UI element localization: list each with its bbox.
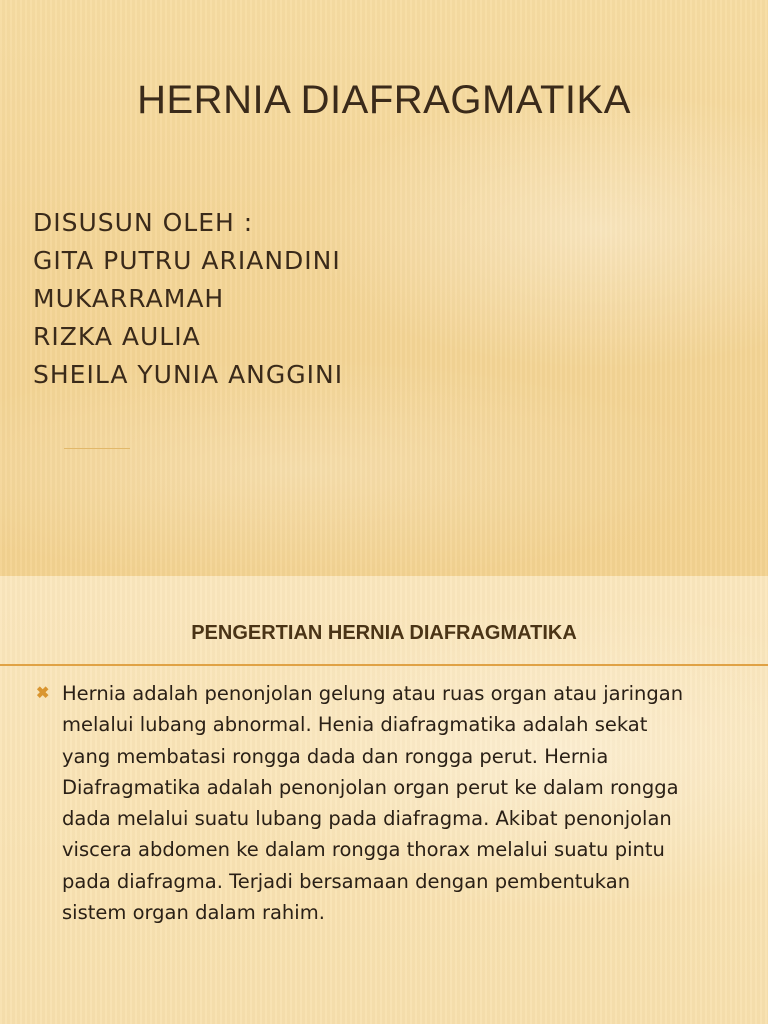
- paragraph-line: Diafragmatika adalah penonjolan organ perut ke dalam rongga: [62, 775, 679, 799]
- heading-rule: [0, 664, 768, 666]
- author-list: [33, 204, 343, 394]
- author-name: MUKARRAMAH: [33, 284, 225, 313]
- paragraph-line: pada diafragma. Terjadi bersamaan dengan pembentukan: [62, 869, 631, 893]
- slide-title: HERNIA DIAFRAGMATIKA: [137, 78, 631, 122]
- author-list-heading: DISUSUN OLEH :: [33, 208, 254, 237]
- x-bullet-icon: ✖: [36, 685, 50, 702]
- section-heading: PENGERTIAN HERNIA DIAFRAGMATIKA: [191, 622, 577, 644]
- paragraph-line: yang membatasi rongga dada dan rongga perut. Hernia: [62, 744, 609, 768]
- paragraph-line: Hernia adalah penonjolan gelung atau ruas organ atau jaringan: [62, 682, 684, 705]
- author-name: SHEILA YUNIA ANGGINI: [33, 360, 344, 389]
- paragraph-line: melalui lubang abnormal. Henia diafragmatika adalah sekat: [62, 713, 648, 737]
- paragraph-line: viscera abdomen ke dalam rongga thorax melalui suatu pintu: [62, 838, 665, 862]
- author-name: RIZKA AULIA: [33, 322, 201, 351]
- author-name: GITA PUTRU ARIANDINI: [33, 246, 341, 275]
- paragraph-line: sistem organ dalam rahim.: [62, 901, 325, 925]
- definition-slide: [0, 576, 768, 1024]
- accent-divider: [64, 448, 130, 449]
- definition-paragraph: [62, 678, 762, 928]
- paragraph-line: dada melalui suatu lubang pada diafragma. Akibat penonjolan: [62, 807, 672, 831]
